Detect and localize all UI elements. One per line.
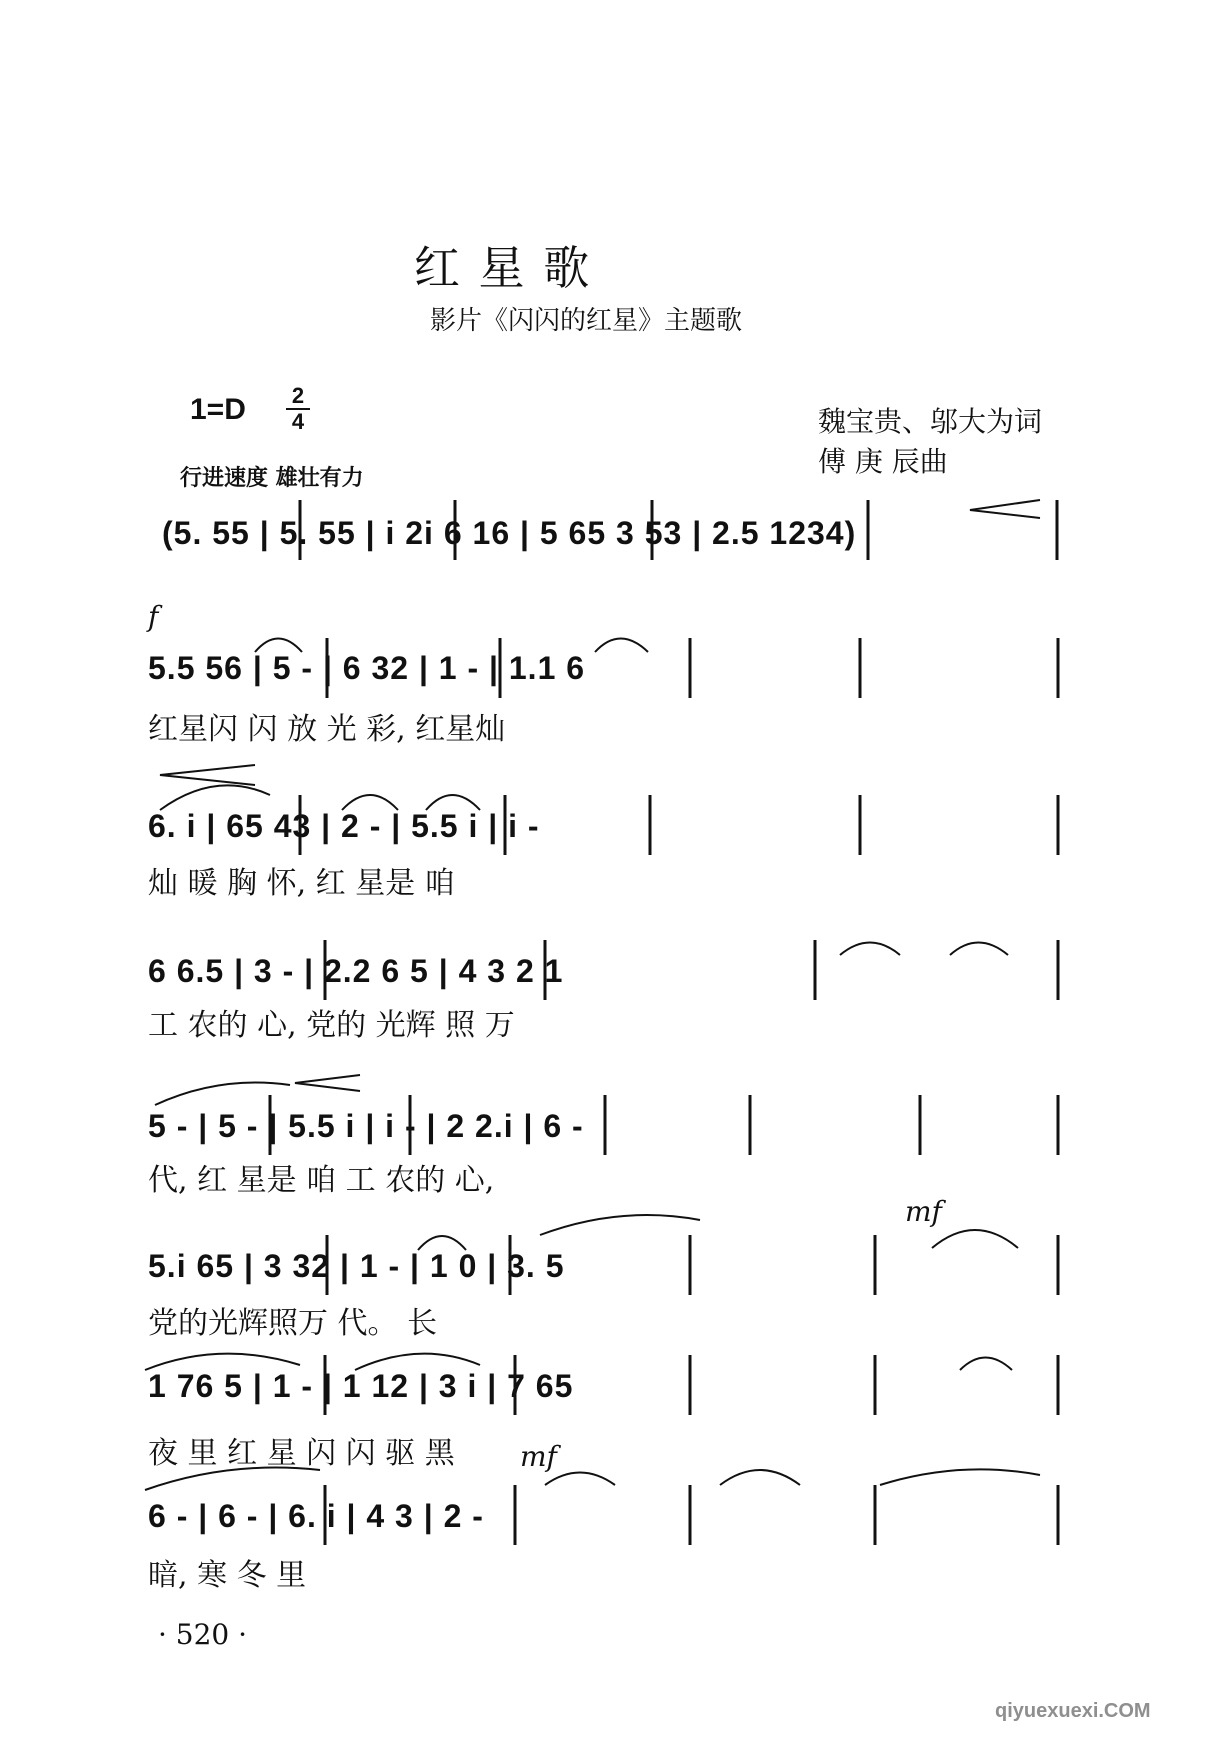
notation-line-1: 5.5 56 | 5 - | 6 32 | 1 - | 1.1 6: [148, 650, 586, 686]
time-signature-top: 2: [291, 383, 305, 408]
intro-notes: (5. 55 | 5. 55 | i 2i 6 16 | 5 65 3 53 | 2.5 1234): [162, 515, 857, 551]
dynamic-f: f: [148, 600, 159, 633]
lyrics-line-6: 夜 里 红 星 闪 闪 驱 黑: [148, 1436, 455, 1471]
watermark: qiyuexuexi.COM: [995, 1700, 1151, 1722]
notation-line-5: 5.i 65 | 3 32 | 1 - | 1 0 | 3. 5: [148, 1248, 565, 1284]
notation-line-6: 1 76 5 | 1 - | 1 12 | 3 i | 7 65: [148, 1368, 574, 1404]
song-title: 红 星 歌: [414, 241, 592, 295]
lyrics-line-4: 代, 红 星是 咱 工 农的 心,: [148, 1163, 495, 1198]
tempo-marking: 行进速度 雄壮有力: [180, 466, 364, 491]
dynamic-mf-2: mf: [520, 1440, 557, 1473]
composer-credit: 傅 庚 辰曲: [818, 445, 948, 478]
song-subtitle: 影片《闪闪的红星》主题歌: [430, 306, 743, 336]
lyrics-line-7: 暗, 寒 冬 里: [148, 1558, 307, 1593]
page-number: · 520 ·: [158, 1618, 248, 1651]
lyrics-line-2: 灿 暖 胸 怀, 红 星是 咱: [148, 866, 455, 901]
time-signature-bottom: 4: [291, 409, 305, 434]
lyrics-line-1: 红星闪 闪 放 光 彩, 红星灿: [148, 712, 506, 747]
lyrics-line-5: 党的光辉照万 代。 长: [148, 1306, 438, 1341]
lyrics-line-3: 工 农的 心, 党的 光辉 照 万: [148, 1008, 515, 1043]
notation-line-2: 6. i | 65 43 | 2 - | 5.5 i | i -: [148, 808, 540, 844]
dynamic-mf-1: mf: [905, 1195, 942, 1228]
notation-line-4: 5 - | 5 - | 5.5 i | i - | 2 2.i | 6 -: [148, 1108, 584, 1144]
notation-line-7: 6 - | 6 - | 6. i | 4 3 | 2 -: [148, 1498, 484, 1534]
notation-line-3: 6 6.5 | 3 - | 2.2 6 5 | 4 3 2 1: [148, 953, 564, 989]
lyricist-credit: 魏宝贵、邬大为词: [818, 405, 1043, 438]
key-signature: 1=D: [190, 393, 246, 426]
